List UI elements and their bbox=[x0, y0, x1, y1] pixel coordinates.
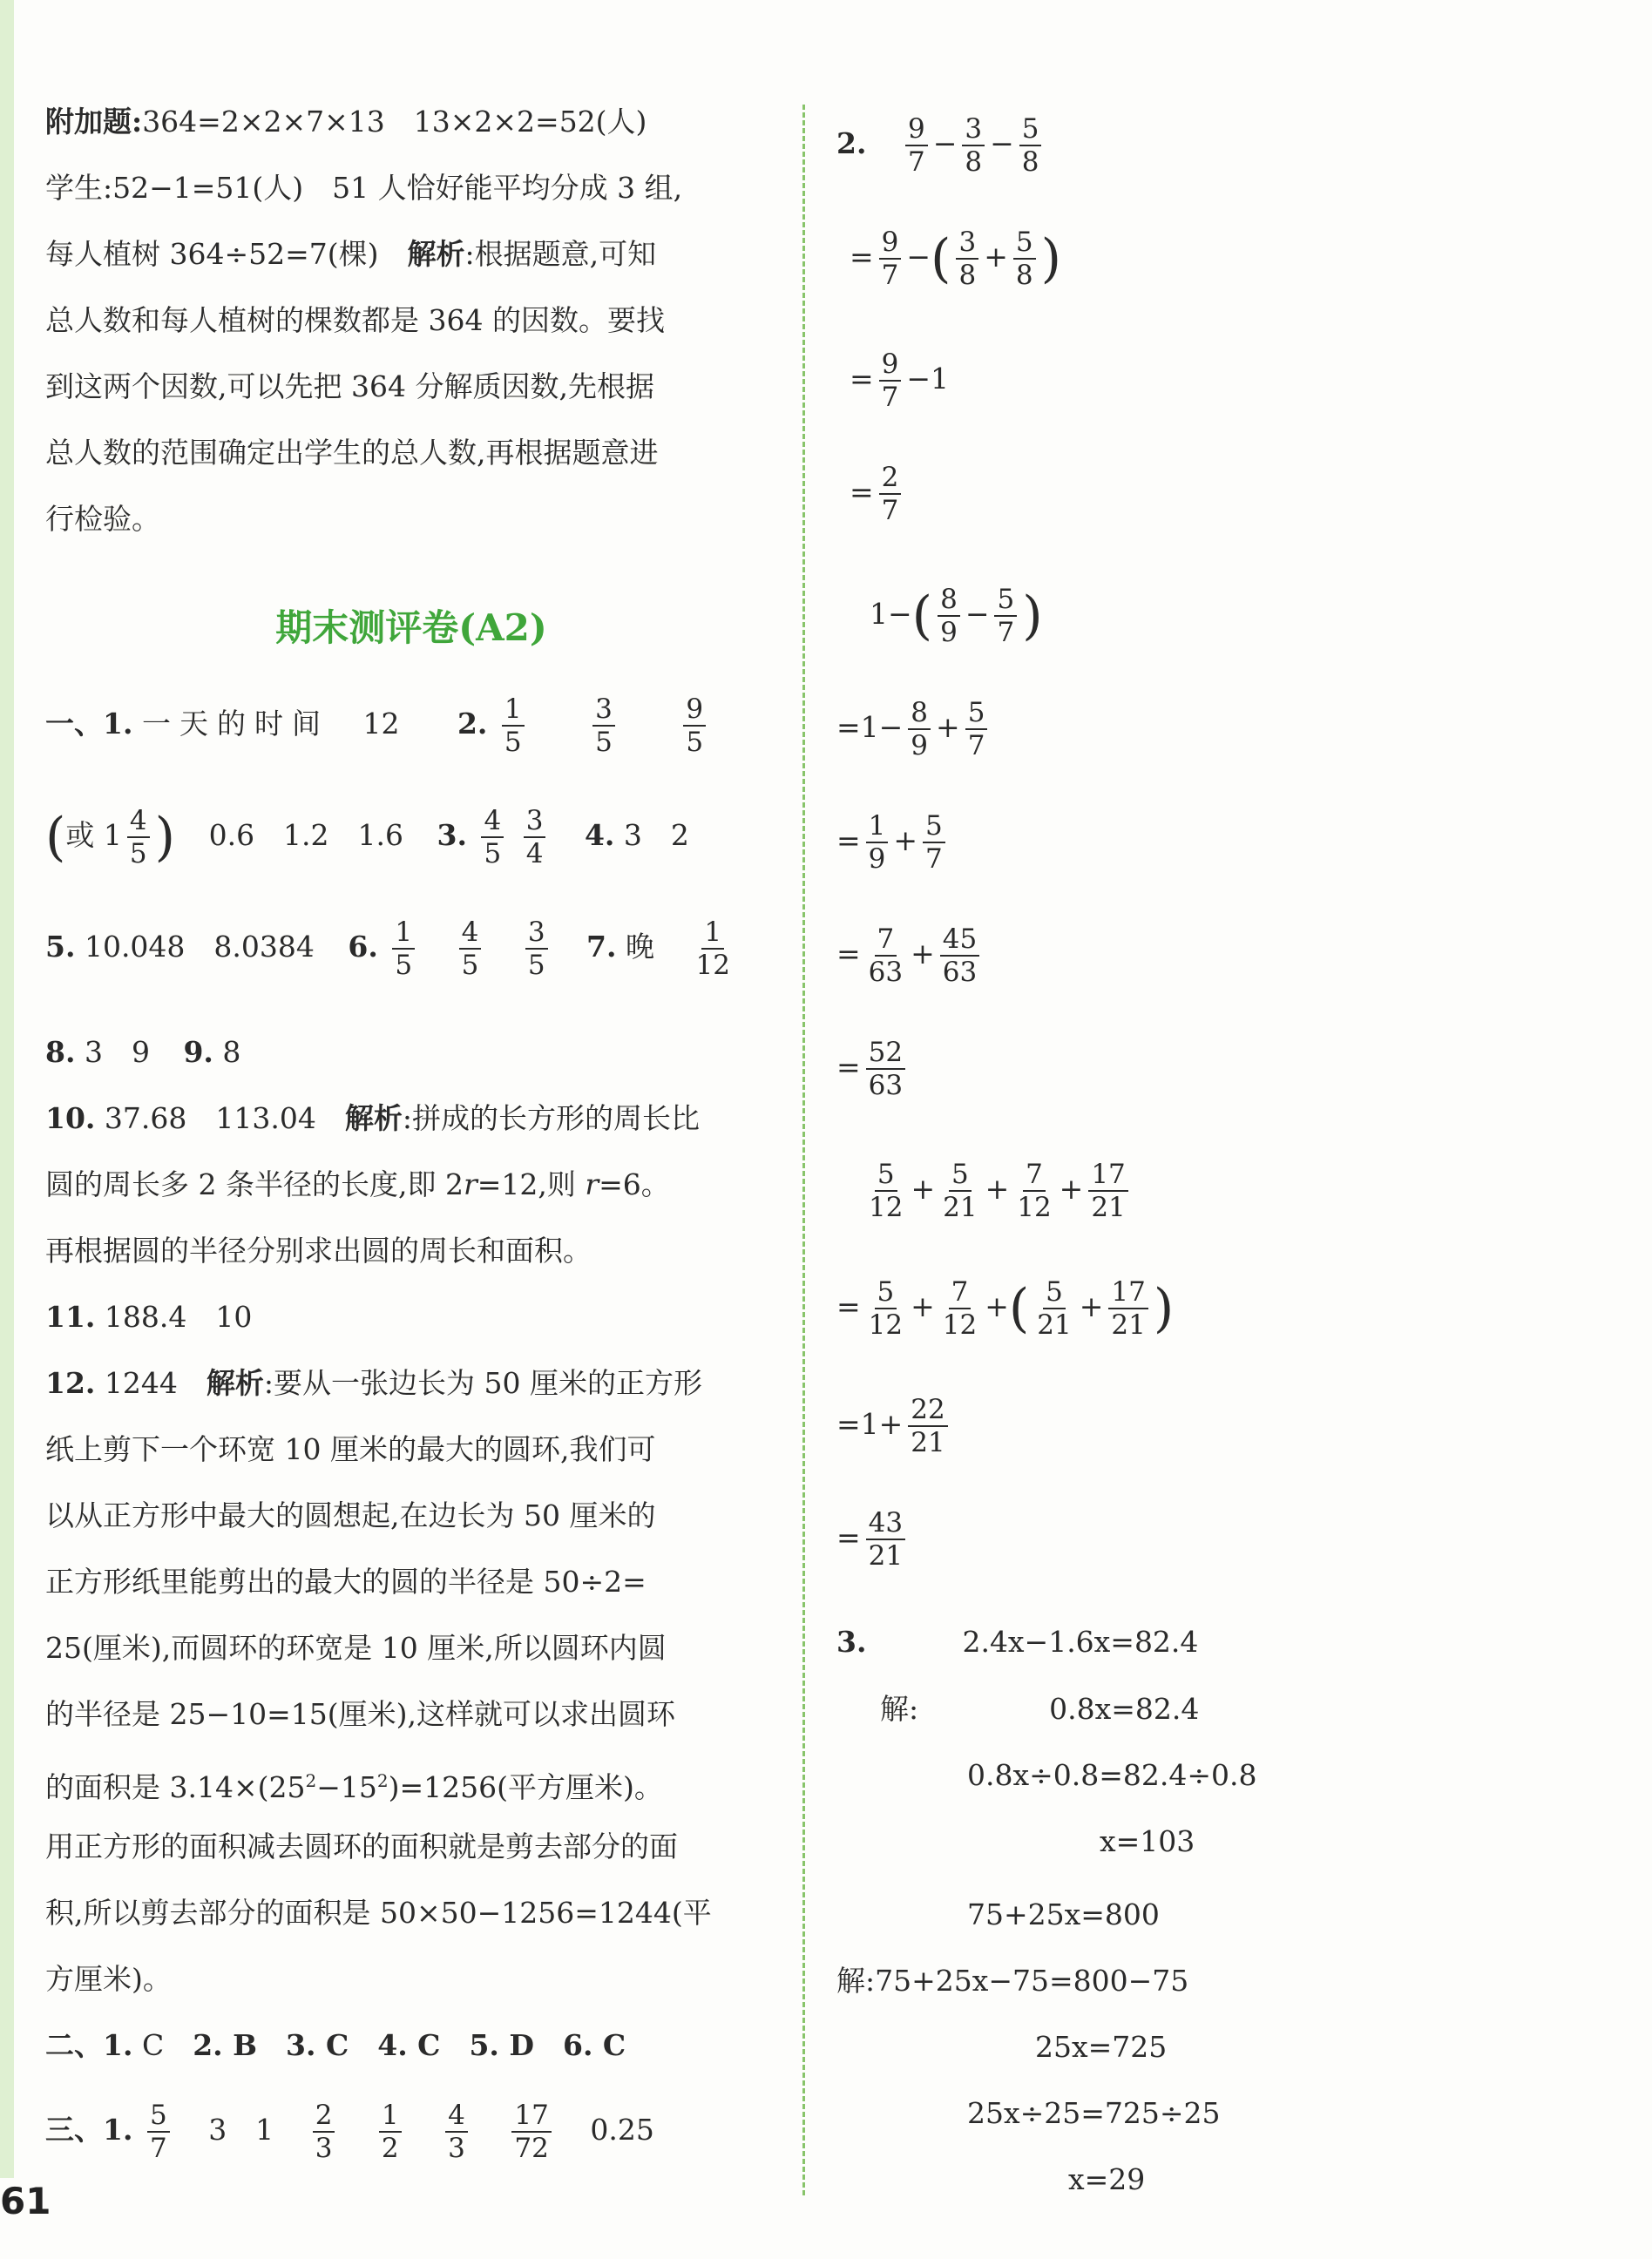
fujia-line-7: 行检验。 bbox=[45, 502, 160, 536]
q-number: 10. bbox=[45, 1101, 96, 1135]
denominator: 9 bbox=[911, 730, 929, 761]
q-number: 5. bbox=[45, 930, 76, 964]
fraction bbox=[938, 584, 960, 648]
denominator: 5 bbox=[461, 950, 479, 981]
denominator: 7 bbox=[881, 382, 899, 413]
numerator: 7 bbox=[875, 923, 897, 957]
q12-line-6: 的半径是 25−10=15(厘米),这样就可以求出圆环 bbox=[45, 1697, 676, 1731]
numerator: 17 bbox=[511, 2100, 551, 2133]
numerator: 5 bbox=[949, 1159, 972, 1192]
fraction bbox=[445, 2100, 468, 2164]
fraction bbox=[866, 923, 905, 988]
fraction bbox=[866, 1159, 905, 1223]
numerator: 1 bbox=[866, 810, 889, 843]
q11-values: 188.4 10 bbox=[104, 1300, 253, 1334]
numerator: 3 bbox=[962, 113, 985, 146]
denominator: 7 bbox=[881, 495, 899, 526]
parenthesis: ) bbox=[1022, 585, 1043, 646]
numerator: 4 bbox=[481, 805, 504, 838]
denominator: 4 bbox=[525, 838, 544, 869]
parenthesis: ) bbox=[1153, 1278, 1175, 1339]
column-divider bbox=[802, 105, 805, 2195]
expr1-line-2: = $\frac{9}{7}$ −( $\frac{3}{8}$ + $\frac{5}{8}$ ) bbox=[850, 227, 1062, 291]
fraction bbox=[694, 916, 733, 981]
parenthesis: ( bbox=[1008, 1278, 1030, 1339]
denominator: 9 bbox=[868, 843, 886, 875]
q12-line-8: 用正方形的面积减去圆环的面积就是剪去部分的面 bbox=[45, 1830, 678, 1863]
number: 1 bbox=[870, 597, 888, 631]
numerator: 5 bbox=[965, 697, 988, 730]
fujia-line-3 bbox=[45, 237, 656, 272]
fujia-line-2: 学生:52−1=51(人) 51 人恰好能平均分成 3 组, bbox=[45, 171, 683, 205]
numerator: 3 bbox=[956, 227, 978, 260]
fraction bbox=[923, 810, 945, 875]
denominator: 5 bbox=[504, 727, 522, 758]
numerator: 45 bbox=[940, 923, 979, 957]
fujia-l3a: 每人植树 364÷52=7(棵) bbox=[45, 237, 408, 271]
fujia-label: 附加题: bbox=[45, 105, 143, 139]
denominator: 5 bbox=[595, 727, 613, 758]
numerator: 3 bbox=[524, 805, 546, 838]
q2-continued-line bbox=[45, 796, 689, 876]
q-number: 2. bbox=[457, 707, 488, 741]
numerator: 7 bbox=[1023, 1159, 1046, 1192]
eq1-step: 2.4x−1.6x=82.4 bbox=[962, 1625, 1199, 1659]
denominator: 7 bbox=[967, 730, 985, 761]
section-title: 期末测评卷(A2) bbox=[275, 606, 547, 649]
denominator: 8 bbox=[958, 260, 977, 291]
fraction bbox=[965, 697, 988, 761]
q-number: 9. bbox=[183, 1035, 213, 1069]
fraction bbox=[1034, 1276, 1073, 1341]
eq2-line-2: 解:75+25x−75=800−75 bbox=[836, 1964, 1189, 1998]
eq1-line-1 bbox=[836, 1625, 1198, 1660]
q10-text: :拼成的长方形的周长比 bbox=[402, 1101, 700, 1135]
part2-items: 2. B 3. C 4. C 5. D 6. C bbox=[193, 2028, 626, 2062]
fraction bbox=[313, 2100, 335, 2164]
fraction bbox=[1108, 1276, 1148, 1341]
q12-text: :要从一张边长为 50 厘米的正方形 bbox=[263, 1366, 702, 1400]
var-r: r bbox=[463, 1167, 477, 1201]
eq1-step: 0.8x=82.4 bbox=[1049, 1692, 1200, 1726]
q10-line-2 bbox=[45, 1167, 670, 1202]
part2-line bbox=[45, 2028, 626, 2063]
numerator: 17 bbox=[1108, 1276, 1148, 1309]
numerator: 4 bbox=[127, 805, 150, 838]
fraction bbox=[1019, 113, 1042, 178]
q8-line bbox=[45, 1035, 240, 1070]
numerator: 5 bbox=[1019, 113, 1042, 146]
part3-value: 0.25 bbox=[590, 2113, 654, 2147]
q-number: 7. bbox=[586, 930, 617, 964]
fraction bbox=[908, 697, 931, 761]
denominator: 5 bbox=[129, 838, 147, 869]
numerator: 43 bbox=[866, 1507, 905, 1540]
fraction bbox=[481, 805, 504, 869]
q4-values: 3 2 bbox=[623, 818, 689, 852]
numerator: 2 bbox=[879, 462, 902, 495]
q12-line-10: 方厘米)。 bbox=[45, 1962, 172, 1996]
denominator: 12 bbox=[695, 950, 730, 981]
numerator: 9 bbox=[905, 113, 928, 146]
fraction bbox=[1014, 1159, 1053, 1223]
numerator: 17 bbox=[1088, 1159, 1127, 1192]
expr2-line-5: = $\frac{52}{63}$ bbox=[836, 1028, 911, 1106]
numerator: 7 bbox=[949, 1276, 972, 1309]
exponent: 2 bbox=[376, 1770, 389, 1791]
fraction bbox=[940, 1159, 979, 1223]
fraction bbox=[866, 1037, 905, 1101]
fraction bbox=[511, 2100, 551, 2164]
fraction bbox=[905, 113, 928, 178]
q12-line-2: 纸上剪下一个环宽 10 厘米的最大的圆环,我们可 bbox=[45, 1432, 656, 1466]
denominator: 3 bbox=[448, 2133, 465, 2164]
denominator: 63 bbox=[868, 1070, 904, 1101]
numerator: 9 bbox=[683, 693, 706, 727]
fraction bbox=[592, 693, 615, 758]
q12-value: 1244 bbox=[104, 1366, 206, 1400]
fujia-text: 364=2×2×7×13 13×2×2=52(人) bbox=[142, 105, 647, 139]
expr2-line-4: = $\frac{7}{63}$ + $\frac{45}{63}$ bbox=[836, 915, 985, 993]
denominator: 12 bbox=[942, 1309, 978, 1341]
expr3-line-2: = $\frac{5}{12}$ + $\frac{7}{12}$ +( $\frac{5}{21}$ + $\frac{17}{21}$ ) bbox=[836, 1276, 1175, 1341]
denominator: 7 bbox=[925, 843, 943, 875]
parenthesis: ( bbox=[911, 585, 933, 646]
numerator: 5 bbox=[923, 810, 945, 843]
fraction bbox=[524, 805, 546, 869]
denominator: 63 bbox=[868, 957, 904, 988]
q-number: 2. bbox=[836, 126, 867, 160]
denominator: 7 bbox=[881, 260, 899, 291]
expr3-line-3 bbox=[836, 1385, 953, 1464]
denominator: 7 bbox=[997, 617, 1015, 648]
q-number: 3. bbox=[437, 818, 467, 852]
q-number: 4. bbox=[584, 818, 615, 852]
denominator: 21 bbox=[868, 1540, 904, 1572]
q10-line-3: 再根据圆的半径分别求出圆的周长和面积。 bbox=[45, 1234, 592, 1268]
q12-line-4: 正方形纸里能剪出的最大的圆的半径是 50÷2= bbox=[45, 1565, 647, 1599]
denominator: 12 bbox=[869, 1192, 904, 1223]
q10-line-1 bbox=[45, 1101, 700, 1136]
fraction bbox=[525, 916, 548, 981]
fraction bbox=[459, 916, 482, 981]
fujia-line-6: 总人数的范围确定出学生的总人数,再根据题意进 bbox=[45, 436, 659, 470]
fraction bbox=[1088, 1159, 1127, 1223]
numerator: 2 bbox=[313, 2100, 335, 2133]
fraction bbox=[866, 1276, 905, 1341]
expr3-line-1: $\frac{5}{12}$ + $\frac{5}{21}$ + $\frac{7}{12}$ + $\frac{17}{21}$ bbox=[861, 1150, 1134, 1228]
expr2-line-3: = $\frac{1}{9}$ + $\frac{5}{7}$ bbox=[836, 801, 951, 880]
denominator: 5 bbox=[527, 950, 545, 981]
denominator: 7 bbox=[149, 2133, 167, 2164]
numerator: 9 bbox=[879, 348, 902, 382]
q12-line-7 bbox=[45, 1763, 663, 1805]
q12-text: −15 bbox=[316, 1770, 377, 1804]
expr3-line-4: = $\frac{43}{21}$ bbox=[836, 1498, 911, 1577]
numerator: 22 bbox=[908, 1394, 947, 1427]
fraction bbox=[683, 693, 706, 758]
q1-line bbox=[45, 685, 711, 763]
parenthesis: ( bbox=[45, 807, 66, 868]
expr-lead: =1− bbox=[836, 710, 904, 744]
denominator: 3 bbox=[315, 2133, 333, 2164]
jie-label: 解: bbox=[880, 1692, 919, 1726]
denominator: 72 bbox=[514, 2133, 549, 2164]
q5-line bbox=[45, 908, 738, 986]
fraction bbox=[866, 810, 889, 875]
q-number: 8. bbox=[45, 1035, 76, 1069]
q-number: 3. bbox=[836, 1625, 867, 1659]
q10-values: 37.68 113.04 bbox=[104, 1101, 345, 1135]
denominator: 9 bbox=[940, 617, 958, 648]
q10-text: =6。 bbox=[599, 1167, 670, 1201]
fraction bbox=[502, 693, 525, 758]
q7-value: 晚 bbox=[626, 930, 654, 964]
fraction bbox=[392, 916, 415, 981]
q1-value: 12 bbox=[362, 707, 400, 741]
numerator: 1 bbox=[701, 916, 724, 950]
q11-line bbox=[45, 1300, 252, 1335]
page-number: 61 bbox=[0, 2180, 51, 2222]
denominator: 7 bbox=[907, 146, 925, 178]
denominator: 12 bbox=[1017, 1192, 1052, 1223]
fraction bbox=[940, 1276, 979, 1341]
denominator: 21 bbox=[1091, 1192, 1126, 1223]
eq2-line-1: 75+25x=800 bbox=[967, 1897, 1160, 1931]
denominator: 63 bbox=[942, 957, 978, 988]
fraction bbox=[127, 805, 150, 869]
fraction bbox=[879, 348, 902, 413]
denominator: 21 bbox=[1037, 1309, 1072, 1341]
q9-value: 8 bbox=[222, 1035, 241, 1069]
q2-mixed-int: 或 1 bbox=[65, 818, 122, 852]
eq1-line-3: 0.8x÷0.8=82.4÷0.8 bbox=[967, 1758, 1257, 1792]
fraction bbox=[962, 113, 985, 178]
fraction bbox=[994, 584, 1017, 648]
numerator: 4 bbox=[459, 916, 482, 950]
eq2-line-5: x=29 bbox=[1068, 2162, 1146, 2196]
q12-line-5: 25(厘米),而圆环的环宽是 10 厘米,所以圆环内圆 bbox=[45, 1631, 667, 1665]
numerator: 1 bbox=[392, 916, 415, 950]
part3-label: 三、1. bbox=[45, 2113, 133, 2147]
q12-line-1 bbox=[45, 1366, 702, 1401]
jiexi-label: 解析 bbox=[344, 1101, 403, 1135]
q-number: 11. bbox=[45, 1300, 96, 1334]
left-margin-bar bbox=[0, 0, 14, 2178]
q-number: 12. bbox=[45, 1366, 96, 1400]
fujia-l3b: :根据题意,可知 bbox=[464, 237, 657, 271]
q10-text: 圆的周长多 2 条半径的长度,即 2 bbox=[45, 1167, 464, 1201]
numerator: 5 bbox=[1013, 227, 1036, 260]
denominator: 5 bbox=[686, 727, 704, 758]
numerator: 52 bbox=[866, 1037, 905, 1070]
fraction bbox=[147, 2100, 170, 2164]
fraction bbox=[1013, 227, 1036, 291]
denominator: 8 bbox=[1015, 260, 1033, 291]
fraction bbox=[879, 227, 902, 291]
eq2-line-3: 25x=725 bbox=[1035, 2030, 1168, 2064]
denominator: 8 bbox=[965, 146, 983, 178]
numerator: 8 bbox=[908, 697, 931, 730]
numerator: 5 bbox=[994, 584, 1017, 617]
jiexi-label: 解析 bbox=[206, 1366, 264, 1400]
fujia-line-1 bbox=[45, 105, 647, 139]
part2-label: 二、1. bbox=[45, 2028, 133, 2062]
part3-line bbox=[45, 2091, 654, 2169]
jiexi-label: 解析 bbox=[407, 237, 465, 271]
denominator: 21 bbox=[1111, 1309, 1146, 1341]
q12-line-9: 积,所以剪去部分的面积是 50×50−1256=1244(平 bbox=[45, 1896, 712, 1930]
fujia-line-4: 总人数和每人植树的棵数都是 364 的因数。要找 bbox=[45, 303, 665, 337]
q10-text: =12,则 bbox=[477, 1167, 586, 1201]
numerator: 5 bbox=[147, 2100, 170, 2133]
eq1-line-2 bbox=[880, 1692, 1199, 1727]
expr1-line-3: = $\frac{9}{7}$ −1 bbox=[850, 348, 950, 413]
numerator: 5 bbox=[875, 1276, 897, 1309]
denominator: 21 bbox=[911, 1427, 945, 1458]
numerator: 1 bbox=[379, 2100, 402, 2133]
number: 1 bbox=[931, 362, 950, 396]
denominator: 5 bbox=[484, 838, 502, 869]
parenthesis: ( bbox=[931, 228, 951, 289]
fujia-line-5: 到这两个因数,可以先把 364 分解质因数,先根据 bbox=[45, 369, 654, 403]
numerator: 9 bbox=[879, 227, 902, 260]
expr-lead: =1+ bbox=[836, 1407, 904, 1441]
numerator: 3 bbox=[525, 916, 548, 950]
numerator: 1 bbox=[502, 693, 525, 727]
expr1-line-4: = $\frac{2}{7}$ bbox=[850, 453, 906, 531]
numerator: 8 bbox=[938, 584, 960, 617]
q-number: 6. bbox=[348, 930, 378, 964]
fraction bbox=[866, 1507, 905, 1572]
q2-values: 0.6 1.2 1.6 bbox=[208, 818, 404, 852]
q8-values: 3 9 bbox=[84, 1035, 150, 1069]
numerator: 5 bbox=[1043, 1276, 1066, 1309]
fraction bbox=[379, 2100, 402, 2164]
numerator: 4 bbox=[445, 2100, 468, 2133]
numerator: 5 bbox=[875, 1159, 897, 1192]
parenthesis: ) bbox=[1040, 228, 1062, 289]
eq1-line-4: x=103 bbox=[1100, 1824, 1195, 1858]
numerator: 3 bbox=[592, 693, 615, 727]
fraction bbox=[908, 1394, 947, 1458]
fraction bbox=[956, 227, 978, 291]
fraction bbox=[940, 923, 979, 988]
q12-text: 的面积是 3.14×(25 bbox=[45, 1770, 306, 1804]
var-r: r bbox=[585, 1167, 599, 1201]
fraction bbox=[879, 462, 902, 526]
denominator: 5 bbox=[395, 950, 413, 981]
expr2-line-1: 1−( $\frac{8}{9}$ − $\frac{5}{7}$ ) bbox=[870, 584, 1043, 648]
denominator: 12 bbox=[868, 1309, 904, 1341]
expr1-line-1: 2. $\frac{9}{7}$ − $\frac{3}{8}$ − $\frac{5}{8}$ bbox=[836, 105, 1046, 183]
denominator: 21 bbox=[943, 1192, 978, 1223]
part2-first: C bbox=[141, 2028, 193, 2062]
q12-text: )=1256(平方厘米)。 bbox=[388, 1770, 663, 1804]
q12-line-3: 以从正方形中最大的圆想起,在边长为 50 厘米的 bbox=[45, 1498, 656, 1532]
q1-answer: 一天的时间 bbox=[141, 707, 329, 741]
q-number: 一、1. bbox=[45, 707, 133, 741]
eq2-line-4: 25x÷25=725÷25 bbox=[967, 2096, 1221, 2130]
denominator: 2 bbox=[381, 2133, 399, 2164]
expr2-line-2: =1− $\frac{8}{9}$ + $\frac{5}{7}$ bbox=[836, 688, 992, 767]
parenthesis: ) bbox=[154, 807, 176, 868]
q5-values: 10.048 8.0384 bbox=[84, 930, 315, 964]
denominator: 8 bbox=[1021, 146, 1039, 178]
exponent: 2 bbox=[305, 1770, 317, 1791]
part3-nums: 3 1 bbox=[208, 2113, 274, 2147]
